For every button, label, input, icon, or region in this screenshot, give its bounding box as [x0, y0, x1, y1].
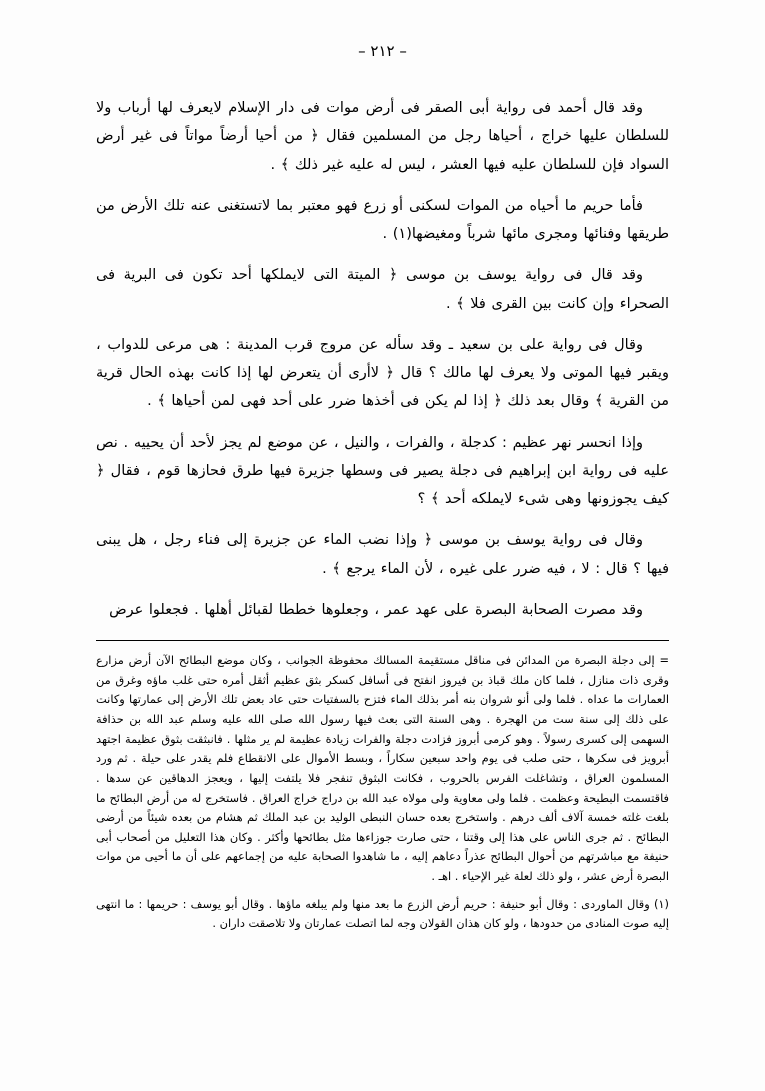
footnote-item [96, 895, 669, 934]
paragraph: وقال فى رواية على بن سعيد ـ وقد سأله عن مروج قرب المدينة : هى مرعى للدواب ، ويقبر فيها الموتى ولا يعرف لها مالك ؟ قال ﴿ لاأرى أن يتعرض لها إذا كانت بهذه الحال قرية من القرية ﴾ وقال بعد ذلك ﴿ إذا لم يكن فى أخذها ضرر على أحد فهى لمن أحياها ﴾ . [96, 336, 669, 410]
body-text [96, 94, 669, 624]
paragraph: وقال فى رواية يوسف بن موسى ﴿ وإذا نضب الماء عن جزيرة إلى فناء رجل ، هل يبنى فيها ؟ قال : لا ، فيه ضرر على غيره ، لأن الماء يرجع ﴾ . [96, 532, 669, 577]
paragraph: وإذا انحسر نهر عظيم : كدجلة ، والفرات ، والنيل ، عن موضع لم يجز لأحد أن يحييه . نص عليه فى رواية ابن إبراهيم فى دجلة يصير فى وسطها جزيرة فيها طرق فحازها قوم ، فقال ﴿ كيف يجوزونها وهى شىء لايملكه أحد ﴾ ؟ [96, 434, 669, 508]
paragraph: وقد قال فى رواية يوسف بن موسى ﴿ الميتة التى لايملكها أحد تكون فى البرية فى الصحراء وإن كانت بين القرى فلا ﴾ . [96, 267, 669, 312]
paragraph: وقد قال أحمد فى رواية أبى الصقر فى أرض موات فى دار الإسلام لايعرف لها أرباب ولا للسلطان عليها خراج ، أحياها رجل من المسلمين فقال ﴿ من أحيا أرضاً مواتاً فى غير أرض السواد فإن للسلطان عليه فيها العشر ، ليس له عليه غير ذلك ﴾ . [96, 100, 669, 173]
footnote-divider [96, 640, 669, 641]
paragraph: وقد مصرت الصحابة البصرة على عهد عمر ، وجعلوها خططا لقبائل أهلها . فجعلوا عرض [109, 601, 643, 618]
footnote-text: إلى دجلة البصرة من المدائن فى مناقل مستقيمة المسالك محفوظة الجوانب ، وكان موضع البطائح الآن أرض مزارع وقرى ذات منازل ، فلما كان ملك قباذ بن فيروز انفتح فى أسافل كسكر بثق عظيم أثقل أمره حتى غلب ماؤه وغرق من العمارات ما عداه . فلما ولى أنو شروان بنه أمر بذلك الماء فتزح بالسفتيات حتى عاد بعض تلك الأرض إلى عمارتها وكانت على ذلك إلى سنة ست من الهجرة . وهى السنة التى بعث فيها رسول الله صلى الله عليه وسلم عبد الله بن حذافة السهمى إلى كسرى رسولاً . وهو كرمى أبروز فزادت دجلة والفرات زيادة عظيمة لم ير مثلها . فانبثقت بثوق عظيمة اجتهد أبرويز فى سكرها ، حتى صلب فى يوم واحد سبعين سكاراً ، وبسط الأموال على الانقطاع فلم يقدر على حيلة . ثم ورد المسلمون العراق ، وتشاغلت الفرس بالحروب ، فكانت البثوق تنفجر فلا يلتفت إليها ، ويعجز الدهاقين عن سدها . فاقتسمت البطيحة وعظمت . فلما ولى معاوية ولى مولاه عبد الله بن دراج خراج العراق . فاستخرج له من أرض البطائح ما بلغت غلته خمسة آلاف ألف درهم . واستخرج بعده حسان النبطى الوليد بن عبد الملك ثم هشام من بعده شيئاً من أرضى البطائح . ثم جرى الناس على هذا إلى وقتنا ، حتى صارت جوزاءها مثل بطائحها وأكثر . وكان هذا التعليل من أصحاب أبى حنيفة مع مباشرتهم من أحوال البطائح عذراً دعاهم إليه ، ما شاهدوا الصحابة عليه من إجماعهم على أن ما أحيى من موات البصرة أرض عشر ، ولو ذلك لعلة غير الإحياء . اهـ . [96, 653, 669, 883]
footnote-marker: (١) [653, 896, 669, 911]
paragraph: فأما حريم ما أحياه من الموات لسكنى أو زرع فهو معتبر بما لاتستغنى عنه تلك الأرض من طريقها وفنائها ومجرى مائها شرباً ومغيضها(١) . [96, 197, 669, 243]
footnote-item [96, 651, 669, 886]
page-number: – ٢١٢ – [358, 42, 407, 60]
footnote-marker: = [659, 653, 669, 668]
footnote-text: وقال الماوردى : وقال أبو حنيفة : حريم أرض الزرع ما بعد منها ولم يبلغه ماؤها . وقال أبو يوسف : حريمها : ما انتهى إليه صوت المنادى من حدودها ، ولو كان هذان القولان وجه لما اتصلت عمارتان ولا تلاصقت داران . [96, 896, 669, 931]
footnotes [96, 651, 669, 934]
